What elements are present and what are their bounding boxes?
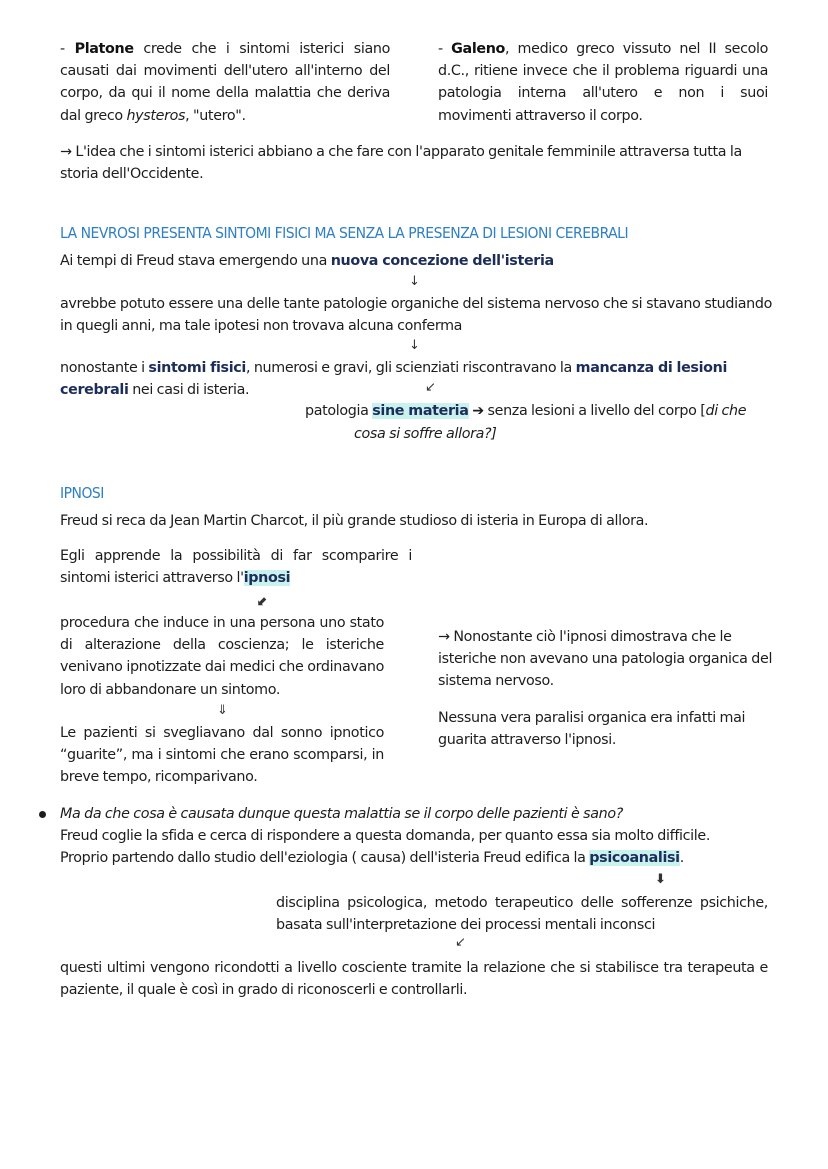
question-line: Ma da che cosa è causata dunque questa malattia se il corpo delle pazienti è sano? [60, 806, 623, 822]
nevrosi-para-2: avrebbe potuto essere una delle tante patologie organiche del sistema nervoso che si stavano studiando in quegli anni, ma tale ipotesi non trovava alcuna conferma [60, 296, 772, 335]
psicoanalisi-line-3: Proprio partendo dallo studio dell'eziologia ( causa) dell'isteria Freud edifica la psicoanalisi. [60, 850, 684, 866]
term-hysteros: hysteros [126, 107, 186, 124]
section-heading-ipnosi: IPNOSI [60, 484, 104, 502]
down-left-arrow-icon: ⬋ [257, 594, 268, 609]
platone-name: Platone [74, 41, 134, 57]
ipnosi-line-1: Freud si reca da Jean Martin Charcot, il più grande studioso di isteria in Europa di allora. [60, 513, 649, 529]
ipnosi-left-2: procedura che induce in una persona uno stato di alterazione della coscienza; le isteriche venivano ipnotizzate dai medici che ordinavano loro di abbandonare un sintomo. [60, 615, 384, 698]
bullet-dot [39, 811, 46, 818]
down-left-arrow-icon: ↙ [425, 380, 436, 395]
sine-materia-line: patologia sine materia ➔ senza lesioni a livello del corpo [di che [305, 403, 747, 419]
double-down-arrow-icon: ⇓ [217, 703, 228, 718]
down-left-arrow-icon: ↙ [455, 935, 466, 950]
sine-materia-question: cosa si soffre allora?] [354, 426, 497, 442]
nevrosi-line-1: Ai tempi di Freud stava emergendo una nuova concezione dell'isteria [60, 253, 554, 269]
ipnosi-left-3: Le pazienti si svegliavano dal sonno ipnotico “guarite”, ma i sintomi che erano scomparsi, in breve tempo, ricomparivano. [60, 725, 384, 786]
nevrosi-para-3: nonostante i sintomi fisici, numerosi e gravi, gli scienziati riscontravano la mancanza di lesioni cerebrali nei casi di isteria. [60, 360, 727, 399]
ipnosi-right-1: → Nonostante ciò l'ipnosi dimostrava che le isteriche non avevano una patologia organica del sistema nervoso. [438, 629, 773, 690]
highlight-psicoanalisi: psicoanalisi [589, 850, 680, 866]
platone-paragraph: - Platone crede che i sintomi isterici siano causati dai movimenti dell'utero all'interno del corpo, da qui il nome della malattia che deriva dal greco hysteros, "utero". [60, 41, 390, 124]
highlight-nuova-concezione: nuova concezione dell'isteria [330, 253, 554, 269]
highlight-mancanza-lesioni: mancanza di lesioni cerebrali [60, 360, 727, 399]
section-heading-nevrosi: LA NEVROSI PRESENTA SINTOMI FISICI MA SENZA LA PRESENZA DI LESIONI CEREBRALI [60, 224, 629, 242]
psicoanalisi-line-2: Freud coglie la sfida e cerca di rispondere a questa domanda, per quanto essa sia molto difficile. [60, 828, 711, 844]
psicoanalisi-definition: disciplina psicologica, metodo terapeutico delle sofferenze psichiche, basata sull'interpretazione dei processi mentali inconsci [276, 895, 768, 934]
ipnosi-left-1: Egli apprende la possibilità di far scomparire i sintomi isterici attraverso l'ipnosi [60, 548, 412, 587]
galeno-paragraph: - Galeno, medico greco vissuto nel II secolo d.C., ritiene invece che il problema riguardi una patologia interna all'utero e non i suoi movimenti attraverso il corpo. [438, 41, 768, 124]
down-arrow-icon: ↓ [409, 274, 420, 289]
galeno-name: Galeno [451, 41, 506, 57]
down-arrow-icon: ⬇ [655, 872, 666, 887]
highlight-sine-materia: sine materia [372, 403, 469, 419]
highlight-sintomi-fisici: sintomi fisici [148, 360, 246, 376]
highlight-ipnosi: ipnosi [243, 570, 291, 587]
down-arrow-icon: ↓ [409, 338, 420, 353]
final-paragraph: questi ultimi vengono ricondotti a livello cosciente tramite la relazione che si stabilisce tra terapeuta e paziente, il quale è così in grado di riconoscerli e controllarli. [60, 960, 768, 999]
intro-conclusion: → L'idea che i sintomi isterici abbiano a che fare con l'apparato genitale femminile attraversa tutta la storia dell'Occidente. [60, 144, 742, 183]
ipnosi-right-2: Nessuna vera paralisi organica era infatti mai guarita attraverso l'ipnosi. [438, 710, 746, 749]
